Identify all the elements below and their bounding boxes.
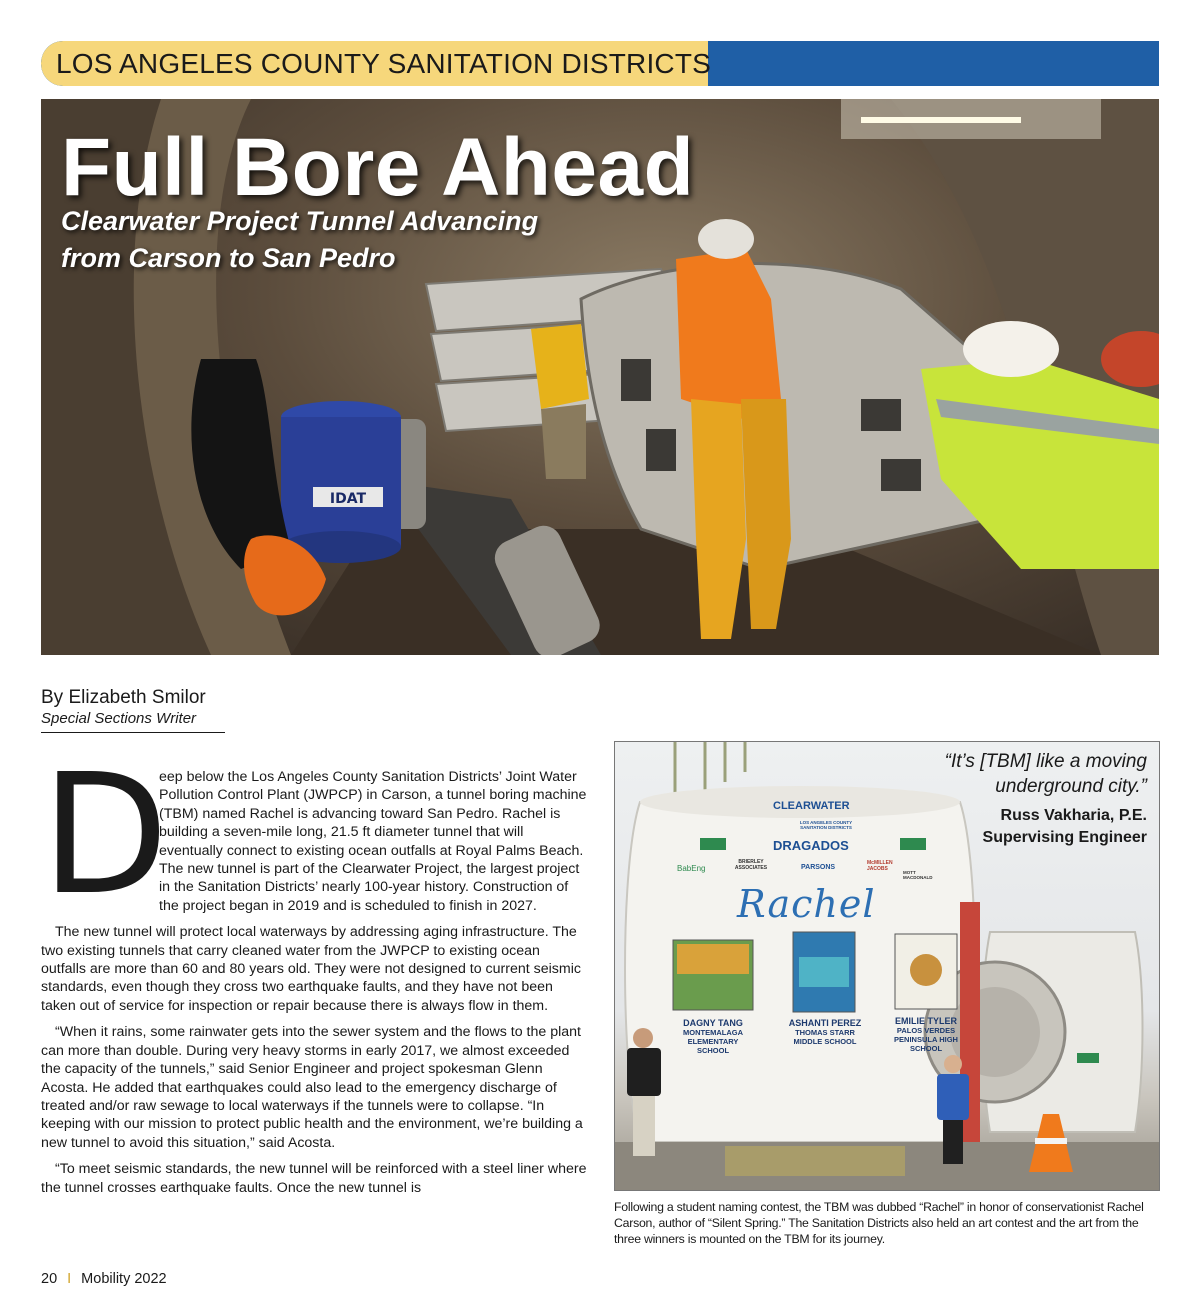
article-title: Full Bore Ahead — [61, 122, 695, 213]
mott-logo: MOTT MACDONALD — [903, 870, 933, 880]
art-credit-2 — [787, 1019, 863, 1046]
pull-quote — [945, 749, 1147, 799]
paragraph-2: The new tunnel will protect local waterways by addressing aging infrastructure. The two existing tunnels that carry cleaned water from the JWPCP to existing ocean outfalls are more than 60 and 80 years old. They were not designed to current seismic standards, even though they cross two earthquake faults, and they have not been taken out of service for inspection or repair because there is always flow in them. — [41, 924, 581, 1014]
section-label-box — [41, 41, 712, 86]
paragraph-1-text: eep below the Los Angeles County Sanitation Districts’ Joint Water Pollution Control Plant (JWPCP) in Carson, a tunnel boring machine (TBM) named Rachel is advancing toward San Pedro. Rachel is building a seven-mile long, 21.5 ft diameter tunnel that will eventually connect to existing ocean outfalls at Royal Palms Beach. The new tunnel is part of the Clearwater Project, the largest project in the Sanitation Districts’ nearly 100-year history. Construction of the project began in 2019 and is scheduled to finish in 2027. — [159, 769, 587, 914]
dragados-logo: DRAGADOS — [773, 838, 849, 853]
artist-school-1: MONTEMALAGA ELEMENTARY SCHOOL — [683, 1028, 743, 1055]
author-name: By Elizabeth Smilor — [41, 687, 206, 708]
drum-label: IDAT — [329, 491, 367, 507]
quote-speaker-title: Supervising Engineer — [982, 829, 1147, 846]
art-credit-3 — [887, 1017, 965, 1053]
artist-school-2: THOMAS STARR MIDDLE SCHOOL — [793, 1028, 857, 1046]
clearwater-logo: CLEARWATER — [773, 800, 850, 812]
footer-separator: I — [67, 1271, 72, 1287]
quote-line-1: “It’s [TBM] like a moving — [944, 751, 1147, 772]
subtitle-line-1: Clearwater Project Tunnel Advancing — [61, 206, 539, 236]
tbm-photo — [614, 741, 1160, 1191]
babeng-logo: BabEng — [677, 864, 706, 873]
hero-photo — [41, 99, 1159, 655]
section-title: LOS ANGELES COUNTY SANITATION DISTRICTS — [56, 48, 712, 79]
artist-name-2: ASHANTI PEREZ — [788, 1018, 862, 1028]
brierley-logo: BRIERLEY ASSOCIATES — [734, 859, 768, 871]
photo-caption: Following a student naming contest, the TBM was dubbed “Rachel” in honor of conservationist Rachel Carson, author of “Silent Spring.” The Sanitation Districts also held an art contest and the art from the three winners is mounted on the TBM for its journey. — [614, 1200, 1144, 1246]
parsons-logo: PARSONS — [801, 864, 836, 871]
paragraph-4: “To meet seismic standards, the new tunnel will be reinforced with a steel liner where the tunnel crosses earthquake faults. Once the new tunnel is — [41, 1161, 587, 1196]
article-body — [41, 739, 587, 1205]
byline — [41, 687, 225, 733]
page-footer — [41, 1271, 167, 1287]
quote-attribution — [983, 805, 1147, 849]
artist-school-3: PALOS VERDES PENINSULA HIGH SCHOOL — [894, 1026, 958, 1053]
artist-name-1: DAGNY TANG — [683, 1018, 743, 1028]
quote-speaker: Russ Vakharia, P.E. — [1000, 807, 1147, 824]
paragraph-3: “When it rains, some rainwater gets into the sewer system and the flows to the plant can more than double. During very heavy storms in early 2017, we almost exceeded the capacity of the tunnels,” said Senior Engineer and project spokesman Glenn Acosta. He added that earthquakes could also lead to the emergency discharge of treated and/or raw sewage to local waterways if the tunnels were to collapse. “In keeping with our mission to protect public health and the environment, we’re building a new tunnel to avoid this situation,” said Acosta. — [41, 1024, 583, 1151]
publication-name: Mobility 2022 — [81, 1271, 167, 1287]
section-header-band — [41, 41, 1159, 86]
lacsd-logo: LOS ANGELES COUNTY SANITATION DISTRICTS — [799, 820, 853, 830]
quote-line-2: underground city.” — [995, 776, 1147, 797]
author-role: Special Sections Writer — [41, 710, 197, 727]
paragraph-1 — [41, 739, 587, 932]
subtitle-line-2: from Carson to San Pedro — [61, 243, 396, 273]
art-credit-1 — [675, 1019, 751, 1055]
article-subtitle — [61, 203, 538, 277]
tbm-name: Rachel — [737, 882, 876, 926]
mcmillen-logo: McMILLEN JACOBS — [867, 860, 893, 872]
artist-name-3: EMILIE TYLER — [894, 1016, 957, 1026]
page-number: 20 — [41, 1271, 58, 1287]
drop-cap: D — [41, 739, 169, 932]
